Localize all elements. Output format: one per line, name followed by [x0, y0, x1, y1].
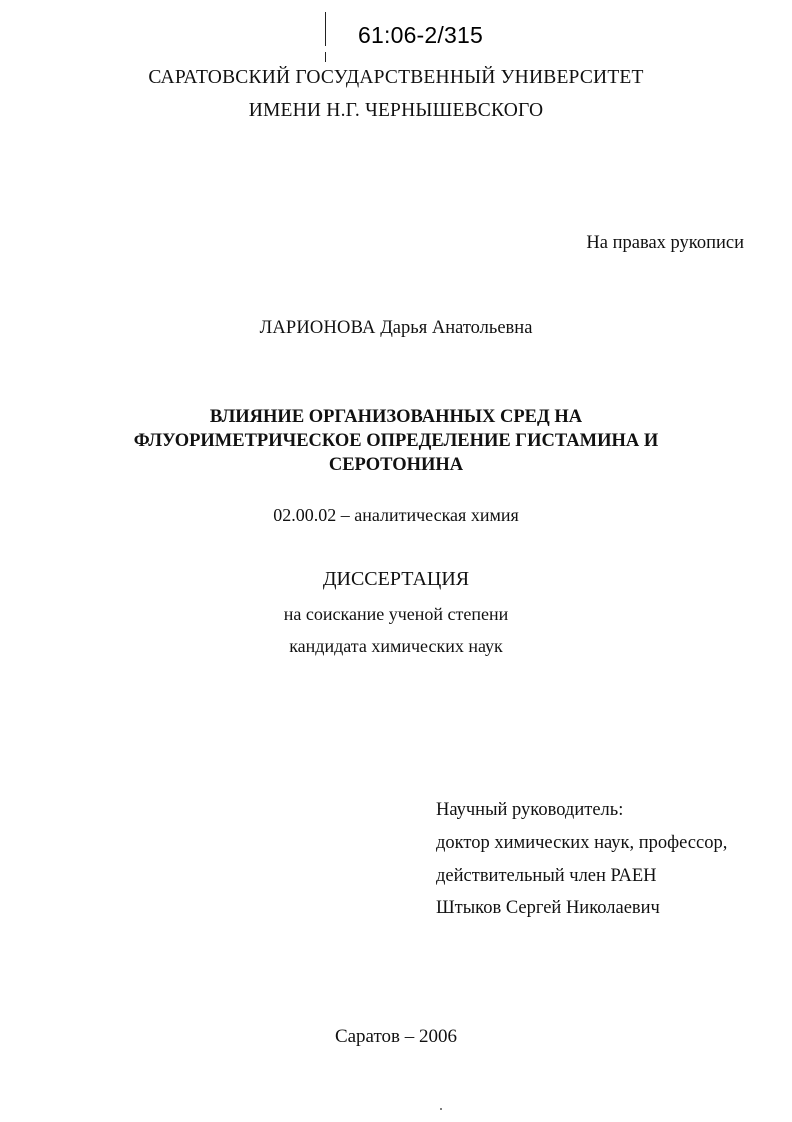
advisor-membership: действительный член РАЕН [436, 866, 657, 886]
advisor-name: Штыков Сергей Николаевич [436, 898, 660, 918]
degree-line2: кандидата химических наук [289, 636, 503, 656]
university-name-line1: САРАТОВСКИЙ ГОСУДАРСТВЕННЫЙ УНИВЕРСИТЕТ [148, 67, 644, 88]
scan-speck [440, 1108, 442, 1110]
dissertation-heading: ДИССЕРТАЦИЯ [322, 568, 470, 590]
title-line1: ВЛИЯНИЕ ОРГАНИЗОВАННЫХ СРЕД НА [209, 407, 583, 427]
author-name [0, 318, 792, 339]
stamp-vertical-line [325, 12, 326, 46]
university-name-line2: ИМЕНИ Н.Г. ЧЕРНЫШЕВСКОГО [248, 100, 544, 121]
city-year: Саратов – 2006 [334, 1026, 458, 1047]
advisor-degree: доктор химических наук, профессор, [436, 833, 728, 853]
advisor-label: Научный руководитель: [436, 800, 624, 820]
stamp-vertical-tick [325, 52, 326, 62]
dissertation-title [0, 405, 792, 477]
rights-note: На правах рукописи [586, 233, 744, 253]
archive-stamp-code: 61:06-2/315 [358, 22, 483, 48]
specialty-code: 02.00.02 – аналитическая химия [273, 505, 519, 525]
degree-line1: на соискание ученой степени [283, 604, 509, 624]
author-given-names: Дарья Анатольевна [380, 318, 533, 338]
title-line2: ФЛУОРИМЕТРИЧЕСКОЕ ОПРЕДЕЛЕНИЕ ГИСТАМИНА И [133, 431, 659, 451]
title-line3: СЕРОТОНИНА [328, 455, 464, 475]
author-surname: ЛАРИОНОВА [259, 318, 376, 338]
